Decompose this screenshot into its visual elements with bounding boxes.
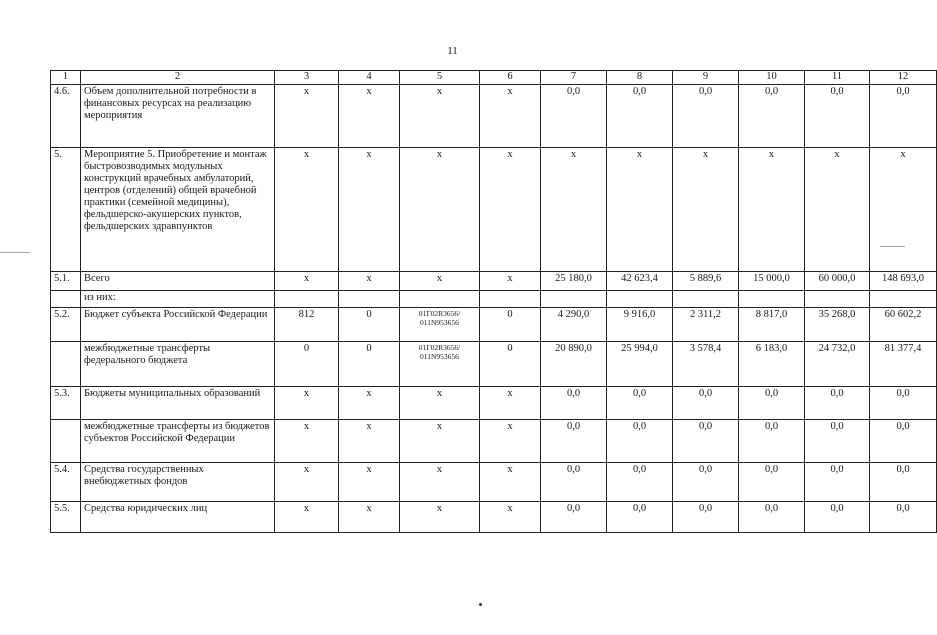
cell-c12: 0,0: [870, 85, 937, 148]
cell-c6: x: [480, 502, 541, 533]
header-cell: 3: [275, 71, 339, 85]
cell-c6: x: [480, 85, 541, 148]
cell-c5: x: [400, 463, 480, 502]
header-cell: 8: [607, 71, 673, 85]
cell-c11: 60 000,0: [805, 272, 870, 291]
cell-c11: [805, 291, 870, 308]
row-4-6: [51, 85, 937, 148]
cell-c5: x: [400, 148, 480, 272]
cell-num: 4.6.: [51, 85, 81, 148]
cell-c12: 0,0: [870, 463, 937, 502]
cell-c11: 0,0: [805, 463, 870, 502]
cell-c8: 0,0: [607, 420, 673, 463]
row-5-3-transfers: [51, 420, 937, 463]
cell-c12: 81 377,4: [870, 342, 937, 387]
cell-num: 5.5.: [51, 502, 81, 533]
cell-c4: x: [339, 387, 400, 420]
cell-c3: x: [275, 420, 339, 463]
cell-c4: x: [339, 148, 400, 272]
header-cell: 6: [480, 71, 541, 85]
margin-line: [880, 246, 905, 247]
cell-c3: x: [275, 148, 339, 272]
header-cell: 5: [400, 71, 480, 85]
cell-c7: x: [541, 148, 607, 272]
cell-c10: 6 183,0: [739, 342, 805, 387]
cell-c12: [870, 291, 937, 308]
cell-c5: x: [400, 502, 480, 533]
cell-c11: 0,0: [805, 387, 870, 420]
cell-c9: 0,0: [673, 387, 739, 420]
cell-c11: 35 268,0: [805, 308, 870, 342]
budget-table: [50, 70, 937, 533]
cell-c10: 0,0: [739, 420, 805, 463]
cell-num: [51, 420, 81, 463]
cell-c4: x: [339, 420, 400, 463]
cell-name: Средства юридических лиц: [81, 502, 275, 533]
cell-c10: 8 817,0: [739, 308, 805, 342]
row-5-5: [51, 502, 937, 533]
cell-c6: x: [480, 463, 541, 502]
cell-c11: 24 732,0: [805, 342, 870, 387]
cell-c3: x: [275, 463, 339, 502]
cell-c8: [607, 291, 673, 308]
cell-num: [51, 342, 81, 387]
cell-c3: x: [275, 85, 339, 148]
cell-c7: 25 180,0: [541, 272, 607, 291]
cell-c3: x: [275, 387, 339, 420]
cell-c10: 0,0: [739, 387, 805, 420]
row-5-3: [51, 387, 937, 420]
cell-c8: 0,0: [607, 502, 673, 533]
cell-c7: [541, 291, 607, 308]
cell-c7: 20 890,0: [541, 342, 607, 387]
header-cell: 9: [673, 71, 739, 85]
cell-c10: 0,0: [739, 463, 805, 502]
cell-c6: x: [480, 387, 541, 420]
cell-c8: 25 994,0: [607, 342, 673, 387]
cell-c10: 15 000,0: [739, 272, 805, 291]
cell-c4: x: [339, 272, 400, 291]
cell-c8: x: [607, 148, 673, 272]
header-cell: 1: [51, 71, 81, 85]
cell-c9: 3 578,4: [673, 342, 739, 387]
cell-c12: 60 602,2: [870, 308, 937, 342]
cell-c8: 0,0: [607, 85, 673, 148]
header-cell: 11: [805, 71, 870, 85]
cell-num: 5.4.: [51, 463, 81, 502]
header-cell: 12: [870, 71, 937, 85]
row-from: [51, 291, 937, 308]
row-5-2-transfers: [51, 342, 937, 387]
cell-c7: 0,0: [541, 463, 607, 502]
cell-num: 5.: [51, 148, 81, 272]
cell-c6: 0: [480, 342, 541, 387]
cell-c12: x: [870, 148, 937, 272]
cell-c5: x: [400, 272, 480, 291]
cell-c9: 2 311,2: [673, 308, 739, 342]
cell-c5: x: [400, 387, 480, 420]
cell-c6: x: [480, 148, 541, 272]
cell-c7: 0,0: [541, 85, 607, 148]
cell-name: межбюджетные трансферты федерального бюджета: [81, 342, 275, 387]
cell-name: Бюджет субъекта Российской Федерации: [81, 308, 275, 342]
cell-num: 5.3.: [51, 387, 81, 420]
cell-c7: 0,0: [541, 387, 607, 420]
cell-name: из них:: [81, 291, 275, 308]
row-5: [51, 148, 937, 272]
cell-c5: [400, 291, 480, 308]
stray-mark: [479, 603, 482, 606]
cell-c9: x: [673, 148, 739, 272]
row-5-4: [51, 463, 937, 502]
cell-name: межбюджетные трансферты из бюджетов субъектов Российской Федерации: [81, 420, 275, 463]
cell-c10: 0,0: [739, 502, 805, 533]
cell-name: Средства государственных внебюджетных фондов: [81, 463, 275, 502]
cell-c4: x: [339, 463, 400, 502]
cell-c12: 0,0: [870, 502, 937, 533]
cell-c6: x: [480, 420, 541, 463]
cell-c4: 0: [339, 342, 400, 387]
cell-c6: x: [480, 272, 541, 291]
cell-c12: 148 693,0: [870, 272, 937, 291]
header-cell: 4: [339, 71, 400, 85]
cell-c8: 0,0: [607, 463, 673, 502]
cell-c3: x: [275, 502, 339, 533]
cell-c6: 0: [480, 308, 541, 342]
cell-c10: [739, 291, 805, 308]
cell-c5: 01Г02R3656/ 011N953656: [400, 308, 480, 342]
cell-c5: x: [400, 420, 480, 463]
cell-c12: 0,0: [870, 420, 937, 463]
cell-c3: 812: [275, 308, 339, 342]
cell-name: Мероприятие 5. Приобретение и монтаж быстровозводимых модульных конструкций врачебных амбулаторий, центров (отделений) общей врачебной практики (семейной медицины), фельдшерско-акушерских пунктов, фельдшерских здравпунктов: [81, 148, 275, 272]
cell-num: 5.2.: [51, 308, 81, 342]
cell-c4: 0: [339, 308, 400, 342]
cell-c9: 0,0: [673, 85, 739, 148]
cell-c9: 0,0: [673, 420, 739, 463]
cell-c5: 01Г02R3656/ 011N953656: [400, 342, 480, 387]
cell-c7: 0,0: [541, 420, 607, 463]
cell-c6: [480, 291, 541, 308]
margin-line: [0, 252, 30, 253]
cell-c11: x: [805, 148, 870, 272]
page-number: 11: [447, 45, 458, 57]
cell-c9: 5 889,6: [673, 272, 739, 291]
cell-c4: x: [339, 502, 400, 533]
cell-name: Объем дополнительной потребности в финансовых ресурсах на реализацию мероприятия: [81, 85, 275, 148]
cell-c9: [673, 291, 739, 308]
cell-c10: x: [739, 148, 805, 272]
cell-num: 5.1.: [51, 272, 81, 291]
cell-name: Всего: [81, 272, 275, 291]
cell-name: Бюджеты муниципальных образований: [81, 387, 275, 420]
cell-c3: 0: [275, 342, 339, 387]
row-5-1: [51, 272, 937, 291]
cell-c9: 0,0: [673, 463, 739, 502]
cell-c8: 42 623,4: [607, 272, 673, 291]
cell-c3: [275, 291, 339, 308]
header-cell: 10: [739, 71, 805, 85]
cell-c9: 0,0: [673, 502, 739, 533]
header-cell: 7: [541, 71, 607, 85]
cell-c7: 0,0: [541, 502, 607, 533]
header-cell: 2: [81, 71, 275, 85]
cell-c11: 0,0: [805, 420, 870, 463]
cell-c8: 9 916,0: [607, 308, 673, 342]
cell-c5: x: [400, 85, 480, 148]
cell-c10: 0,0: [739, 85, 805, 148]
cell-num: [51, 291, 81, 308]
cell-c4: [339, 291, 400, 308]
cell-c11: 0,0: [805, 85, 870, 148]
cell-c7: 4 290,0: [541, 308, 607, 342]
cell-c3: x: [275, 272, 339, 291]
cell-c11: 0,0: [805, 502, 870, 533]
header-row: [51, 71, 937, 85]
cell-c4: x: [339, 85, 400, 148]
cell-c8: 0,0: [607, 387, 673, 420]
row-5-2: [51, 308, 937, 342]
cell-c12: 0,0: [870, 387, 937, 420]
